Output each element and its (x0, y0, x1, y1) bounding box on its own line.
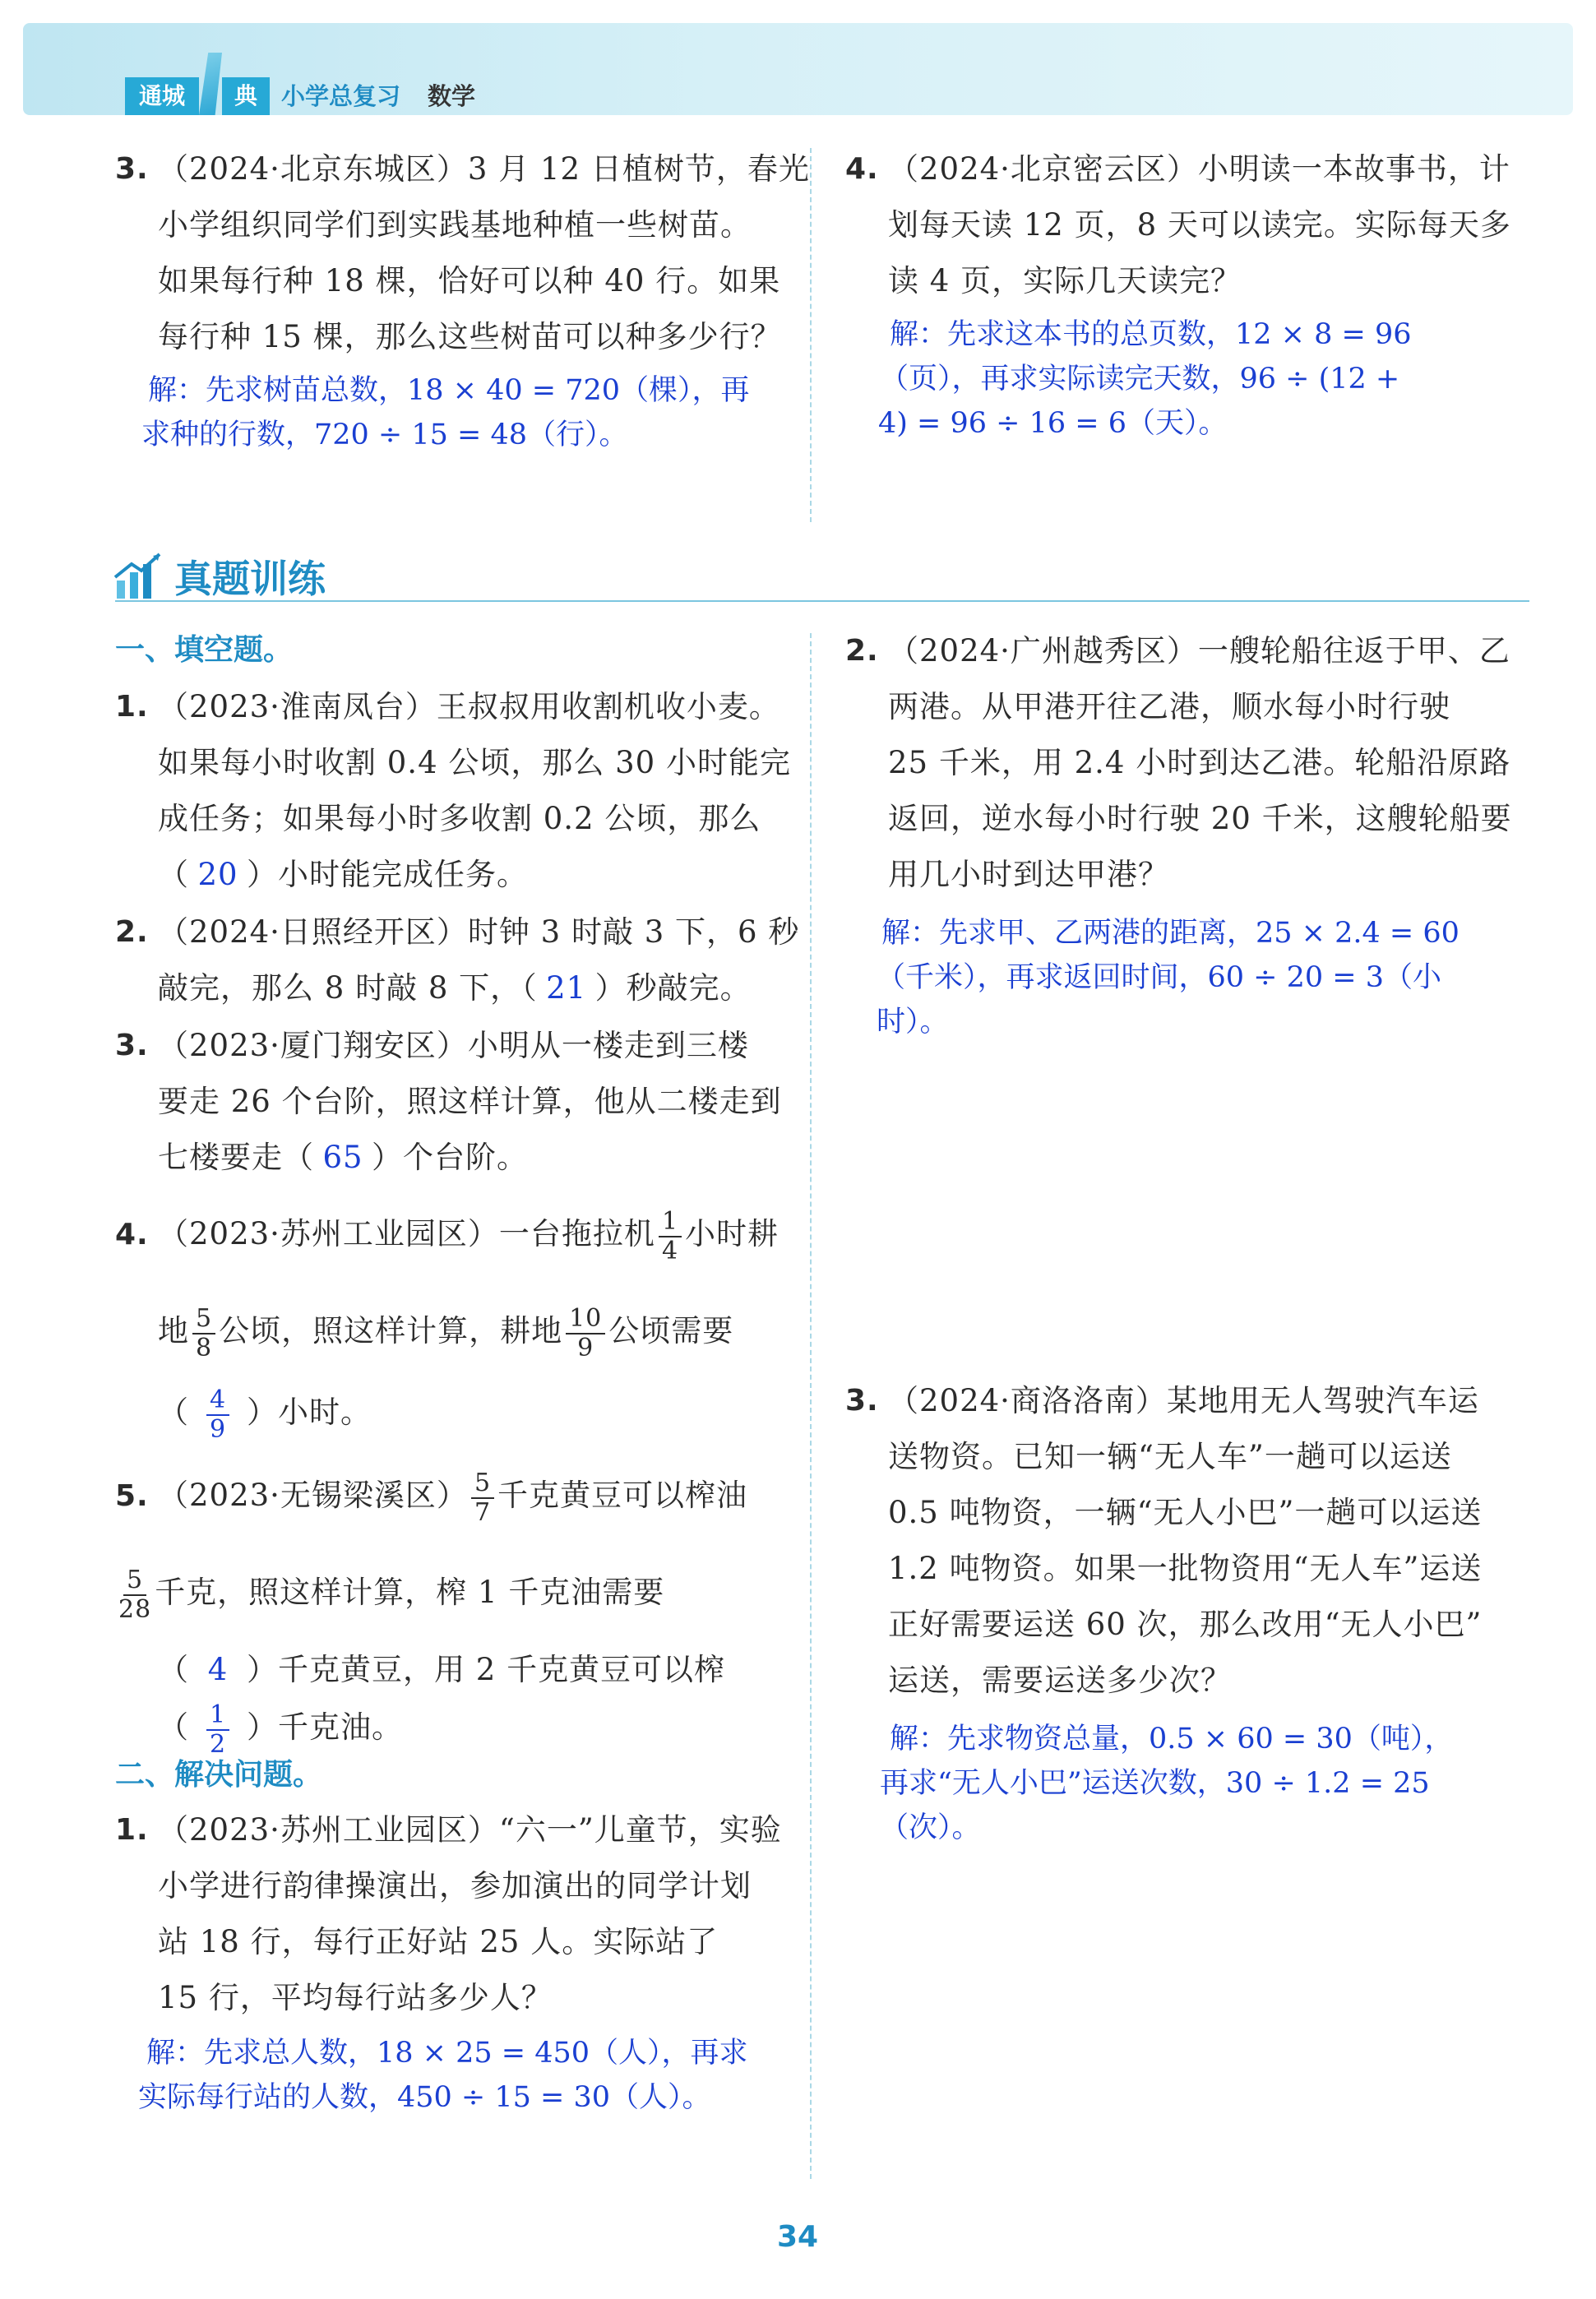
solve-section-title: 二、解决问题。 (115, 1758, 323, 1792)
answer-fraction (206, 1386, 229, 1444)
question-line: 1.2 吨物资。如果一批物资用“无人车”运送 (888, 1551, 1483, 1586)
solution-line: 解：先求物资总量，0.5 × 60 = 30（吨）， (890, 1723, 1454, 1755)
fraction-numerator: 1 (659, 1208, 682, 1237)
answer-value: 20 (197, 857, 238, 892)
question-number: 3. (845, 1384, 879, 1418)
bar-chart-icon (113, 553, 166, 600)
fraction-numerator: 5 (192, 1305, 215, 1335)
solution-line: （页），再求实际读完天数，96 ÷ (12 + (880, 363, 1400, 396)
question-line: （2024·商洛洛南）某地用无人驾驶汽车运 (888, 1383, 1479, 1418)
solution-line: 求种的行数，720 ÷ 15 = 48（行）。 (141, 419, 628, 451)
question-text: 小时耕 (685, 1216, 779, 1251)
blank-open: （ (158, 1652, 189, 1687)
question-line: 送物资。已知一辆“无人车”一趟可以运送 (888, 1439, 1452, 1474)
answer-value: 21 (546, 970, 587, 1006)
fraction-denominator: 4 (661, 1236, 679, 1265)
problem-line: （2024·北京密云区）小明读一本故事书，计 (888, 151, 1510, 187)
problem-line: 划每天读 12 页，8 天可以读完。实际每天多 (888, 207, 1511, 243)
question-text: （2023·无锡梁溪区） (158, 1478, 468, 1513)
fraction (118, 1566, 151, 1624)
fill-question-3 (115, 1018, 798, 1186)
top-problem-4 (845, 141, 1528, 309)
solve-question-1 (115, 1802, 798, 2026)
solution-line: （次）。 (880, 1811, 981, 1844)
problem-number: 4. (845, 152, 879, 186)
blank-close: ）千克油。 (247, 1709, 403, 1745)
blank-open: （ (158, 1395, 189, 1430)
column-divider-top (810, 148, 812, 522)
fraction-denominator: 2 (209, 1729, 227, 1759)
blank-close: ）小时能完成任务。 (247, 857, 528, 892)
answer-value: 4 (207, 1652, 229, 1687)
question-line: 正好需要运送 60 次，那么改用“无人小巴” (888, 1607, 1483, 1642)
blank-open: 七楼要走（ (158, 1140, 314, 1175)
fraction (566, 1305, 605, 1362)
problem-line: 小学组织同学们到实践基地种植一些树苗。 (158, 207, 752, 243)
fraction-denominator: 9 (209, 1414, 227, 1444)
question-number: 3. (115, 1029, 149, 1062)
question-line: （2023·淮南凤台）王叔叔用收割机收小麦。 (158, 689, 780, 724)
section-title: 真题训练 (174, 557, 326, 601)
blank-close: ）小时。 (247, 1395, 372, 1430)
solve-solution-1 (138, 2031, 796, 2120)
top-solution-4 (878, 312, 1539, 446)
blank-close: ）千克黄豆，用 2 千克黄豆可以榨 (247, 1652, 726, 1687)
solution-line: 解：先求甲、乙两港的距离，25 × 2.4 = 60 (881, 917, 1460, 950)
problem-number: 3. (115, 152, 149, 186)
top-problem-3 (115, 141, 810, 365)
header-subject: 数学 (428, 82, 476, 110)
fraction-numerator: 5 (471, 1469, 494, 1499)
fraction-denominator: 8 (196, 1333, 213, 1362)
question-line: 要走 26 个台阶，照这样计算，他从二楼走到 (158, 1084, 782, 1119)
solve-solution-2 (877, 911, 1539, 1044)
question-line: 15 行，平均每行站多少人？ (158, 1980, 553, 2015)
question-line: 用几小时到达甲港？ (888, 857, 1169, 892)
question-line: 成任务；如果每小时多收割 0.2 公顷，那么 (158, 801, 761, 836)
question-text: 千克，照这样计算，榨 1 千克油需要 (155, 1575, 665, 1610)
header-badge-left: 通城 (125, 77, 199, 115)
question-line: 如果每小时收割 0.4 公顷，那么 30 小时能完 (158, 745, 791, 780)
fraction-numerator: 1 (206, 1701, 229, 1731)
question-text: 公顷，照这样计算，耕地 (219, 1313, 563, 1348)
fill-question-2 (115, 904, 798, 1016)
question-text: 公顷需要 (608, 1313, 734, 1348)
fill-question-5 (115, 1469, 798, 1759)
solution-line: 4) = 96 ÷ 16 = 6（天）。 (878, 407, 1228, 440)
answer-fraction (206, 1701, 229, 1759)
question-text: （2023·苏州工业园区）一台拖拉机 (158, 1216, 655, 1251)
question-number: 1. (115, 690, 149, 724)
fraction-numerator: 4 (206, 1386, 229, 1416)
header-badge-right: 典 (222, 77, 270, 115)
page-number: 34 (776, 2220, 819, 2254)
fraction-denominator: 7 (474, 1497, 492, 1527)
question-line: 站 18 行，每行正好站 25 人。实际站了 (158, 1924, 719, 1959)
fraction (192, 1305, 215, 1362)
question-number: 5. (115, 1479, 149, 1513)
question-line: 返回，逆水每小时行驶 20 千米，这艘轮船要 (888, 801, 1512, 836)
fraction-numerator: 10 (566, 1305, 605, 1335)
problem-line: 如果每行种 18 棵，恰好可以种 40 行。如果 (158, 263, 781, 298)
question-line: 两港。从甲港开往乙港，顺水每小时行驶 (888, 689, 1450, 724)
header-series: 小学总复习 (281, 82, 401, 110)
question-number: 2. (845, 634, 879, 668)
fraction (471, 1469, 494, 1527)
fraction (659, 1208, 682, 1265)
blank-open: （ (158, 1709, 189, 1745)
solve-question-3 (845, 1373, 1528, 1709)
question-text: 千克黄豆可以榨油 (497, 1478, 748, 1513)
solve-solution-3 (880, 1717, 1539, 1850)
problem-line: 每行种 15 棵，那么这些树苗可以种多少行？ (158, 319, 782, 354)
blank-close: ）个台阶。 (372, 1140, 528, 1175)
solution-line: （千米），再求返回时间，60 ÷ 20 = 3（小 (877, 961, 1441, 994)
question-number: 2. (115, 915, 149, 949)
problem-line: （2024·北京东城区）3 月 12 日植树节，春光 (158, 151, 810, 187)
question-line: 0.5 吨物资，一辆“无人小巴”一趟可以运送 (888, 1495, 1483, 1530)
blank-close: ）秒敲完。 (594, 970, 752, 1006)
fill-section-title: 一、填空题。 (115, 633, 294, 667)
problem-line: 读 4 页，实际几天读完？ (888, 263, 1242, 298)
solution-line: 时）。 (877, 1006, 949, 1038)
section-rule (115, 600, 1529, 602)
top-solution-3 (141, 368, 798, 457)
fill-question-1 (115, 679, 798, 903)
question-number: 1. (115, 1813, 149, 1847)
fraction-denominator: 28 (118, 1594, 152, 1624)
solution-line: 解：先求树苗总数，18 × 40 = 720（棵），再 (148, 374, 750, 407)
question-line: 小学进行韵律操演出，参加演出的同学计划 (158, 1868, 752, 1903)
fill-question-4 (115, 1207, 798, 1446)
question-line: 25 千米，用 2.4 小时到达乙港。轮船沿原路 (888, 745, 1511, 780)
question-line: （2023·苏州工业园区）“六一”儿童节，实验 (158, 1812, 782, 1848)
solution-line: 解：先求总人数，18 × 25 = 450（人），再求 (146, 2037, 748, 2070)
blank-open: （ (158, 857, 189, 892)
blank-open: 敲完，那么 8 时敲 8 下，（ (158, 970, 538, 1006)
question-line: （2023·厦门翔安区）小明从一楼走到三楼 (158, 1028, 749, 1063)
question-line: （2024·日照经开区）时钟 3 时敲 3 下，6 秒 (158, 914, 800, 950)
solve-question-2 (845, 623, 1528, 903)
fraction-numerator: 5 (123, 1566, 146, 1596)
question-text: 地 (158, 1313, 189, 1348)
column-divider-main (810, 633, 812, 2179)
solution-line: 再求“无人小巴”运送次数，30 ÷ 1.2 = 25 (880, 1767, 1430, 1800)
solution-line: 解：先求这本书的总页数，12 × 8 = 96 (890, 318, 1412, 351)
answer-value: 65 (322, 1140, 363, 1175)
solution-line: 实际每行站的人数，450 ÷ 15 = 30（人）。 (138, 2081, 711, 2114)
question-line: 运送，需要运送多少次？ (888, 1663, 1232, 1698)
question-number: 4. (115, 1218, 149, 1251)
fraction-denominator: 9 (577, 1333, 594, 1362)
question-line: （2024·广州越秀区）一艘轮船往返于甲、乙 (888, 633, 1510, 668)
